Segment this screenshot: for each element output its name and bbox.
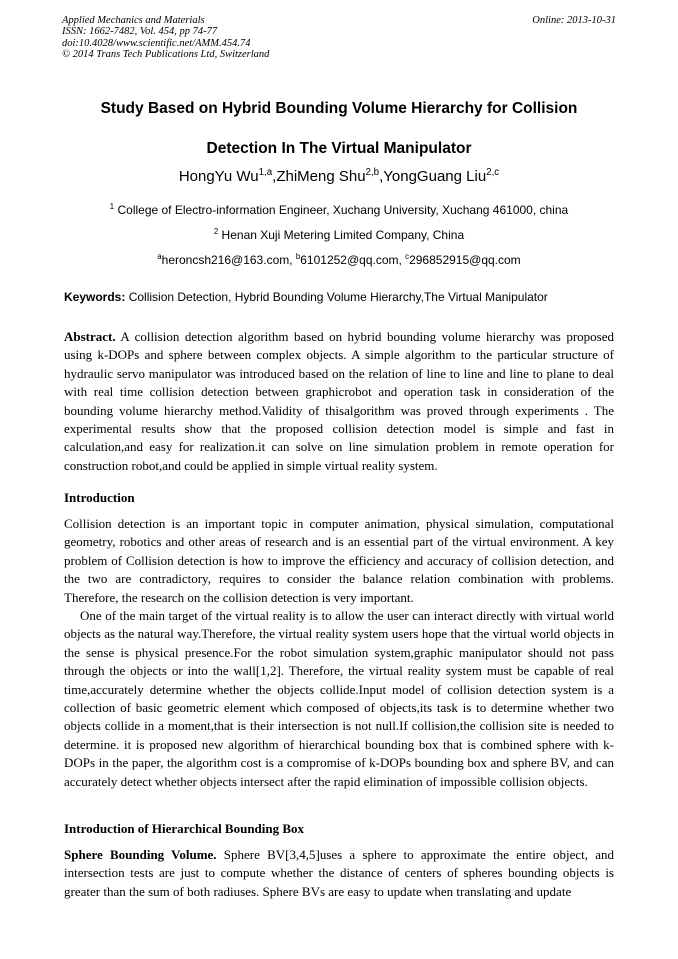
keywords-label: Keywords:: [64, 290, 126, 304]
affiliation-1: [40, 203, 638, 217]
affiliation-2: [40, 228, 638, 242]
author-affiliation-mark: 2,c: [486, 167, 500, 178]
abstract-text: A collision detection algorithm based on hybrid bounding volume hierarchy was proposed using k-DOPs and sphere between complex objects. A simple algorithm to the particular structure of hydraulic servo manipulator was introduced based on the relation of line to line and line to plane to deal with real time collision detection between graphicrobot and operation task in consideration of the bounding volume hierarchy method.Validity of thisalgorithm was proved through experiments . The experimental results show that the proposed collision detection model is simple and fast in calculation,and easy for realization.it can solve on line simulation problem in remote operation for construction robot,and could be applied in simple virtual reality system.: [64, 329, 614, 473]
affiliation-text: College of Electro-information Engineer, Xuchang University, Xuchang 461000, china: [114, 203, 569, 217]
sphere-bv-text: Sphere BV[3,4,5]uses a sphere to approximate the entire object, and intersection tests are just to compute whether the distance of centers of spheres bounding objects is greater than the sum of both radiuses. Sphere BVs are easy to update when translating and update: [64, 847, 614, 899]
section-heading-introduction: Introduction: [64, 490, 135, 505]
author-separator: ,: [379, 168, 384, 185]
affiliation-mark: 1: [109, 202, 115, 211]
email-mark: a: [157, 252, 162, 261]
author-affiliation-mark: 1,a: [258, 167, 273, 178]
email-address[interactable]: heroncsh216@163.com,: [161, 253, 296, 267]
author-list: [40, 168, 638, 185]
section-heading-hierarchical-bounding-box: Introduction of Hierarchical Bounding Box: [64, 821, 305, 836]
author-affiliation-mark: 2,b: [365, 167, 380, 178]
author-name: YongGuang Liu: [383, 168, 487, 185]
intro-paragraph-2: One of the main target of the virtual reality is to allow the user can interact directly with virtual world objects as the natural way.Therefore, the virtual reality system users hope that the virtual world objects in the sense is physical presence.For the robot simulation system,graphic manipulator should not pass through the objects or into the wall[1,2]. Therefore, the virtual reality system must be capable of real time,accurately determine whether the objects collide.Input model of collision detection system is a collection of basic geometric element which composed of objects,its task is to determine whether two objects collide in a moment,that is their intersection is not null.If collision,the collision site is needed to determine. it is proposed new algorithm of hierarchical bounding box that is combined sphere with k-DOPs in the paper, the algorithm cost is a compromise of k-DOPs bounding box and sphere BV, and can accurately detect whether objects intersect after the rapid elimination of impossible collision objects.: [64, 608, 614, 789]
email-address[interactable]: 296852915@qq.com: [409, 253, 521, 267]
keywords-text: Collision Detection, Hybrid Bounding Volume Hierarchy,The Virtual Manipulator: [125, 290, 548, 304]
copyright-line: © 2014 Trans Tech Publications Ltd, Switzerland: [62, 49, 270, 61]
title-line-1: Study Based on Hybrid Bounding Volume Hierarchy for Collision: [100, 100, 578, 117]
abstract-label: Abstract.: [64, 329, 116, 344]
sphere-bv-label: Sphere Bounding Volume.: [64, 847, 217, 862]
intro-paragraph-1: Collision detection is an important topic in computer animation, physical simulation, computational geometry, robotics and other areas of research and is an essential part of the virtual environment. A key problem of Collision detection is how to improve the efficiency and accuracy of collision detection, and the two are contradictory, requires to consider the balance relation combination with problems. Therefore, the research on the collision detection is very important.: [64, 516, 614, 605]
paper-title: [40, 89, 638, 169]
email-address[interactable]: 6101252@qq.com,: [300, 253, 406, 267]
doi-line[interactable]: doi:10.4028/www.scientific.net/AMM.454.74: [62, 37, 251, 49]
email-list: [40, 253, 638, 267]
online-date: Online: 2013-10-31: [532, 15, 616, 26]
issn-line: ISSN: 1662-7482, Vol. 454, pp 74-77: [62, 26, 218, 38]
email-mark: b: [295, 252, 301, 261]
author-separator: ,: [272, 168, 277, 185]
email-mark: c: [405, 252, 410, 261]
title-line-2: Detection In The Virtual Manipulator: [206, 140, 472, 157]
journal-header: [62, 15, 616, 61]
abstract: [64, 328, 614, 475]
sphere-bv-paragraph: [64, 846, 614, 901]
introduction-body: [64, 515, 614, 791]
journal-name: Applied Mechanics and Materials: [62, 15, 205, 26]
author-name: ZhiMeng Shu: [276, 168, 366, 185]
author-name: HongYu Wu: [178, 168, 259, 185]
keywords: [64, 290, 624, 304]
affiliation-mark: 2: [213, 227, 219, 236]
affiliation-text: Henan Xuji Metering Limited Company, China: [218, 228, 465, 242]
